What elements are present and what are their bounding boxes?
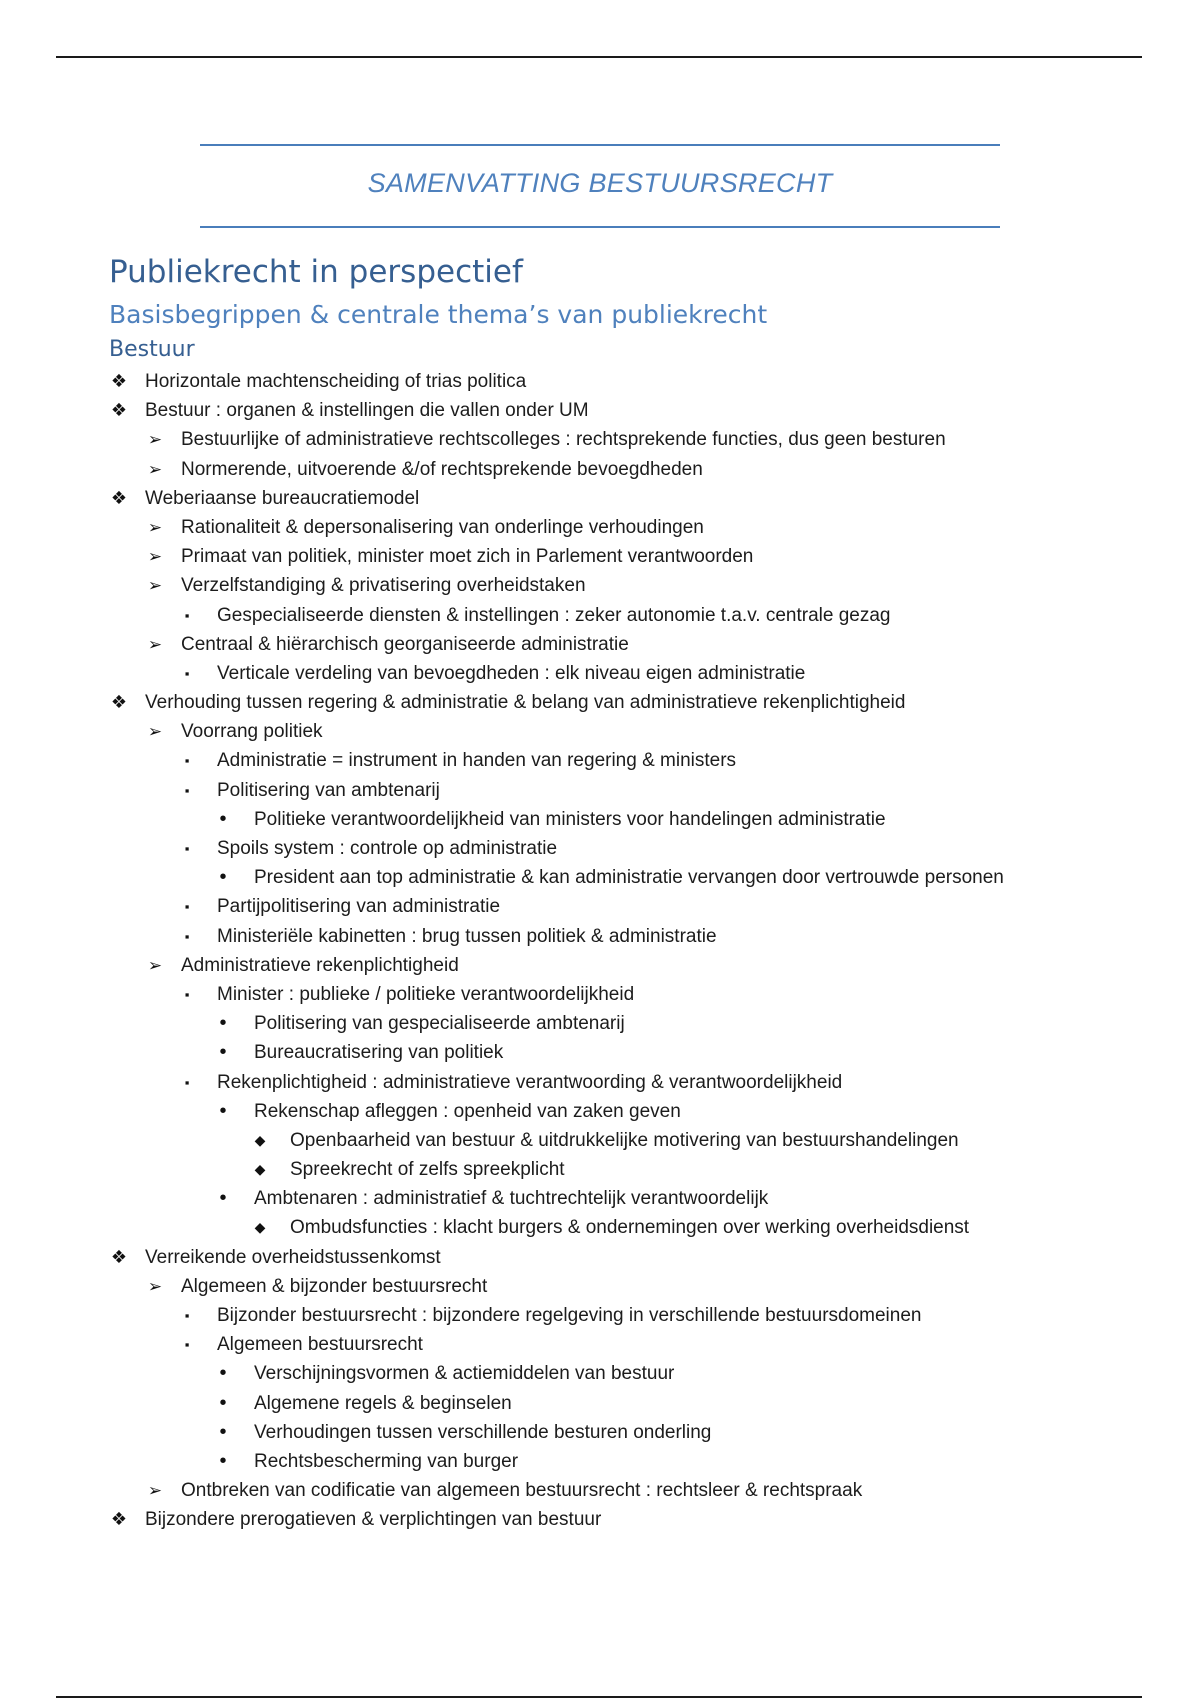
list-item [0,980,1200,1009]
list-item [0,863,1200,892]
heading-bestuur: Bestuur [109,337,195,362]
list-item [0,1272,1200,1301]
square-bullet-icon: ▪ [184,899,190,915]
list-item-text: Verhoudingen tussen verschillende besturen onderling [254,1421,712,1443]
list-item [0,688,1200,717]
list-item-text: Verticale verdeling van bevoegdheden : elk niveau eigen administratie [217,662,806,684]
list-item-text: Verschijningsvormen & actiemiddelen van bestuur [254,1363,675,1385]
list-item-text: Ambtenaren : administratief & tuchtrechtelijk verantwoordelijk [254,1188,769,1210]
bullet-outline [0,367,1200,1535]
list-item-text: Spoils system : controle op administratie [217,838,558,859]
list-item [0,1184,1200,1213]
list-item-text: Politisering van gespecialiseerde ambtenarij [254,1013,625,1035]
list-item [0,1359,1200,1388]
dot-bullet-icon: • [219,1362,227,1385]
list-item-text: Bijzonder bestuursrecht : bijzondere regelgeving in verschillende bestuursdomeinen [217,1305,922,1326]
list-item [0,1476,1200,1505]
list-item [0,1126,1200,1155]
list-item [0,1301,1200,1330]
list-item-text: Administratie = instrument in handen van regering & ministers [217,750,737,772]
list-item [0,776,1200,805]
list-item-text: Verhouding tussen regering & administratie & belang van administratieve rekenplichtigheid [145,692,906,714]
dot-bullet-icon: • [219,807,227,830]
list-item [0,1243,1200,1272]
list-item-text: Centraal & hiërarchisch georganiseerde administratie [181,633,629,655]
arrow-bullet-icon: ➢ [147,955,163,975]
list-item [0,659,1200,688]
list-item-text: Bestuurlijke of administratieve rechtscolleges : rechtsprekende functies, dus geen besturen [181,429,946,451]
arrow-bullet-icon: ➢ [147,1481,163,1501]
list-item [0,630,1200,659]
list-item [0,1097,1200,1126]
list-item-text: Rekenschap afleggen : openheid van zaken geven [254,1100,681,1122]
dot-bullet-icon: • [219,1449,227,1472]
document-title: SAMENVATTING BESTUURSRECHT [367,168,833,198]
list-item-text: Algemene regels & beginselen [254,1392,512,1414]
list-item-text: Rationaliteit & depersonalisering van onderlinge verhoudingen [181,516,704,538]
square-bullet-icon: ▪ [184,1337,190,1353]
dot-bullet-icon: • [219,1012,227,1035]
list-item-text: Politisering van ambtenarij [217,779,440,801]
arrow-bullet-icon: ➢ [147,1276,163,1296]
list-item [0,571,1200,600]
diamond-bullet-icon: ❖ [110,692,128,713]
list-item-text: Administratieve rekenplichtigheid [181,954,459,976]
heading-publiekrecht: Publiekrecht in perspectief [109,254,523,290]
diamond-bullet-icon: ❖ [110,487,128,508]
list-item [0,1068,1200,1097]
list-item-text: Openbaarheid van bestuur & uitdrukkelijke motivering van bestuurshandelingen [290,1129,959,1151]
square-bullet-icon: ▪ [184,665,190,681]
square-bullet-icon: ▪ [184,841,190,856]
list-item-text: Verzelfstandiging & privatisering overheidstaken [181,575,586,597]
square-bullet-icon: ▪ [184,753,190,769]
heading-basisbegrippen: Basisbegrippen & centrale thema’s van publiekrecht [109,300,768,329]
square-bullet-icon: ▪ [184,782,190,798]
square-bullet-icon: ▪ [184,1308,190,1323]
diamond-bullet-icon: ❖ [110,1246,128,1267]
list-item-text: Minister : publieke / politieke verantwoordelijkheid [217,983,635,1005]
arrow-bullet-icon: ➢ [147,517,163,537]
list-item [0,484,1200,513]
diamond-bullet-icon: ❖ [110,371,128,391]
list-item-text: Partijpolitisering van administratie [217,896,501,918]
list-item [0,805,1200,834]
list-item-text: Rekenplichtigheid : administratieve verantwoording & verantwoordelijkheid [217,1071,843,1093]
title-top-rule [200,144,1000,146]
square-bullet-icon: ▪ [184,607,190,623]
list-item-text: Bestuur : organen & instellingen die vallen onder UM [145,400,589,422]
list-item [0,892,1200,921]
list-item-text: Verreikende overheidstussenkomst [145,1246,441,1268]
page-footer-rule [56,1696,1142,1698]
list-item [0,746,1200,775]
list-item [0,425,1200,454]
list-item-text: Spreekrecht of zelfs spreekplicht [290,1159,565,1181]
list-item-text: Gespecialiseerde diensten & instellingen : zeker autonomie t.a.v. centrale gezag [217,604,891,626]
list-item [0,542,1200,571]
list-item [0,367,1200,396]
list-item-text: Algemeen & bijzonder bestuursrecht [181,1275,488,1297]
list-item [0,834,1200,863]
list-item [0,1418,1200,1447]
square-bullet-icon: ▪ [184,928,190,944]
arrow-bullet-icon: ➢ [147,430,163,450]
dot-bullet-icon: • [219,866,227,889]
list-item-text: Normerende, uitvoerende &/of rechtsprekende bevoegdheden [181,458,703,480]
small-diamond-bullet-icon: ◆ [254,1161,266,1178]
list-item [0,717,1200,746]
list-item [0,1009,1200,1038]
dot-bullet-icon: • [219,1187,227,1210]
list-item [0,951,1200,980]
arrow-bullet-icon: ➢ [147,634,163,654]
square-bullet-icon: ▪ [184,986,190,1002]
diamond-bullet-icon: ❖ [110,1509,128,1530]
list-item [0,1038,1200,1067]
list-item-text: Horizontale machtenscheiding of trias politica [145,371,527,392]
list-item-text: Voorrang politiek [181,721,323,743]
list-item-text: Politieke verantwoordelijkheid van ministers voor handelingen administratie [254,808,886,830]
square-bullet-icon: ▪ [184,1074,190,1090]
list-item-text: Ontbreken van codificatie van algemeen bestuursrecht : rechtsleer & rechtspraak [181,1480,863,1502]
list-item-text: Bureaucratisering van politiek [254,1042,504,1064]
arrow-bullet-icon: ➢ [147,547,163,567]
dot-bullet-icon: • [219,1099,227,1122]
title-bottom-rule [200,226,1000,228]
arrow-bullet-icon: ➢ [147,459,163,479]
list-item [0,1505,1200,1534]
list-item-text: President aan top administratie & kan administratie vervangen door vertrouwde personen [254,867,1004,889]
list-item [0,1330,1200,1359]
small-diamond-bullet-icon: ◆ [254,1131,266,1148]
list-item [0,601,1200,630]
diamond-bullet-icon: ❖ [110,400,128,421]
list-item-text: Bijzondere prerogatieven & verplichtingen van bestuur [145,1509,602,1531]
list-item-text: Ministeriële kabinetten : brug tussen politiek & administratie [217,925,717,947]
dot-bullet-icon: • [219,1391,227,1414]
list-item-text: Algemeen bestuursrecht [217,1334,423,1356]
dot-bullet-icon: • [219,1420,227,1443]
list-item [0,1213,1200,1242]
list-item-text: Primaat van politiek, minister moet zich in Parlement verantwoorden [181,546,754,568]
list-item [0,455,1200,484]
list-item [0,1389,1200,1418]
small-diamond-bullet-icon: ◆ [254,1219,266,1236]
list-item [0,922,1200,951]
page-header-rule [56,56,1142,58]
arrow-bullet-icon: ➢ [147,576,163,596]
list-item [0,1155,1200,1184]
list-item [0,396,1200,425]
list-item-text: Weberiaanse bureaucratiemodel [145,487,420,509]
list-item-text: Rechtsbescherming van burger [254,1450,519,1472]
list-item [0,513,1200,542]
list-item [0,1447,1200,1476]
arrow-bullet-icon: ➢ [147,722,163,742]
list-item-text: Ombudsfuncties : klacht burgers & ondernemingen over werking overheidsdienst [290,1217,970,1239]
dot-bullet-icon: • [219,1041,227,1064]
